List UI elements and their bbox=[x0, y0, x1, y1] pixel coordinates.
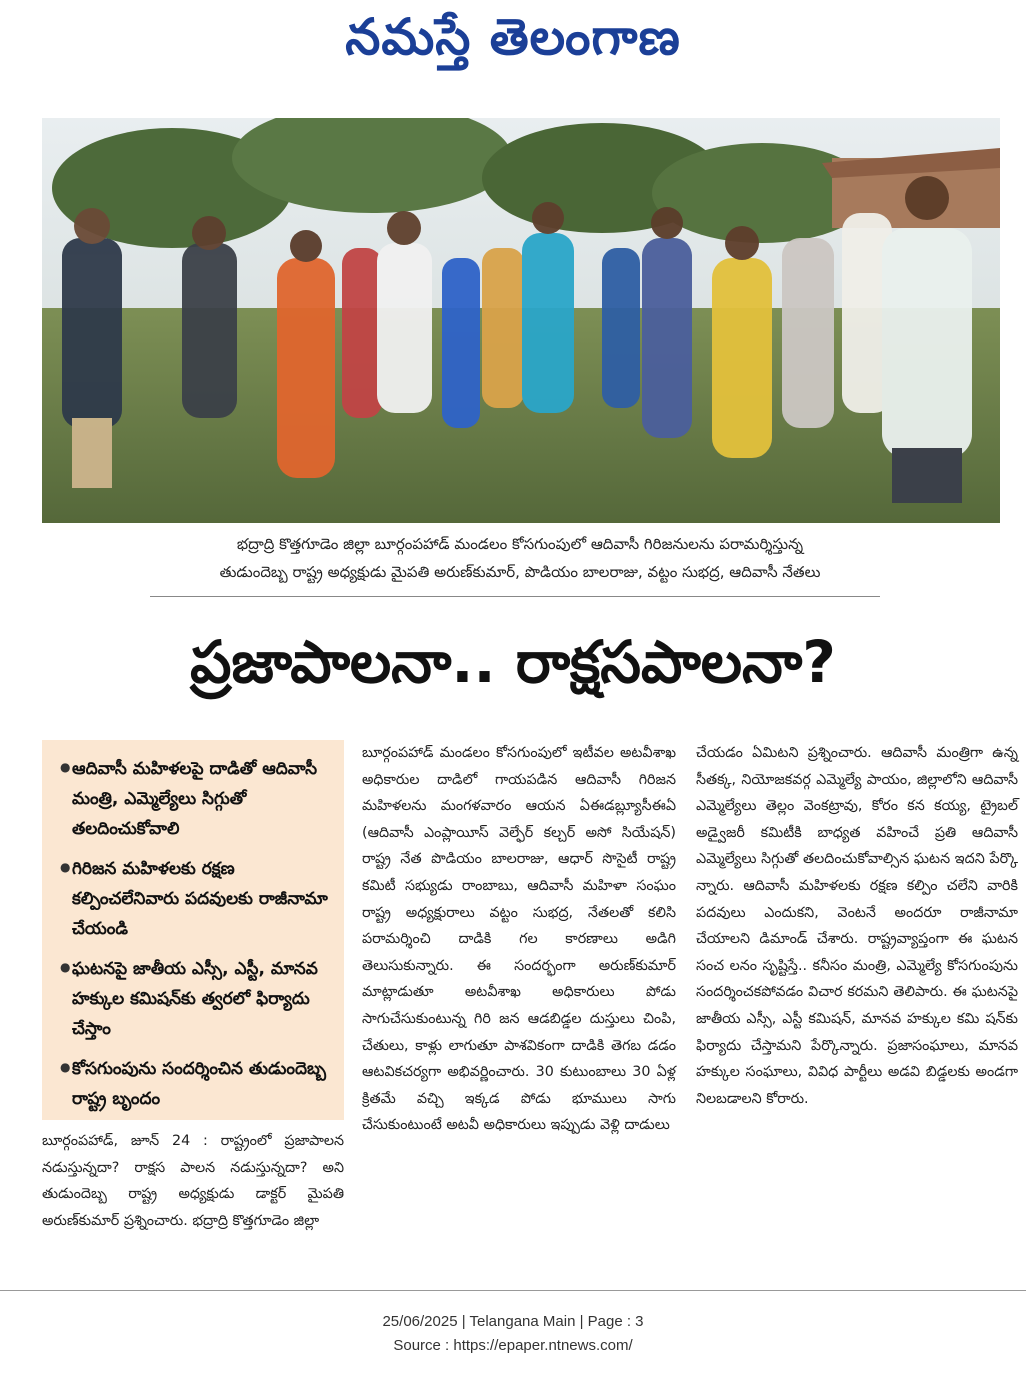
article-column-3: చేయడం ఏమిటని ప్రశ్నించారు. ఆదివాసీ మంత్రిగా ఉన్న సీతక్క, నియోజకవర్గ ఎమ్మెల్యే పాయం, జిల్లాలోని ఆదివాసీ ఎమ్మెల్యేలు తెల్లం వెంకట్రావు, కోరం కన కయ్య, ట్రైబల్ అడ్వైజరీ కమిటీకి బాధ్యత వహించే ప్రతి ఆదివాసీ ఎమ్మెల్యేలు సిగ్గుతో తలదించుకోవాల్సిన ఘటన ఇదని పేర్కొ న్నారు. ఆదివాసీ మహిళలకు రక్షణ కల్పిం చలేని వారికి పదవులు ఎందుకని, వెంటనే అందరూ రాజీనామా చేయాలని డిమాండ్ చేశారు. రాష్ట్రవ్యాప్తంగా ఈ ఘటన సంచ లనం సృష్టిస్తే.. కనీసం మంత్రి, ఎమ్మెల్యే కోసగుంపును సందర్శించకపోవడం విచార కరమని తెలిపారు. ఈ ఘటనపై జాతీయ ఎస్సీ, ఎస్టీ కమిషన్, మానవ హక్కుల కమి షన్‌కు ఫిర్యాదు చేస్తామని పేర్కొన్నారు. ప్రజాసంఘాలు, మానవ హక్కుల సంఘాలు, వివిధ పార్టీలు అడవి బిడ్డలకు అండగా నిలబడాలని కోరారు. bbox=[696, 745, 1018, 1107]
photo-caption bbox=[130, 530, 910, 586]
highlight-item bbox=[60, 1054, 332, 1114]
highlight-item bbox=[60, 954, 332, 1044]
article-column-1: బూర్గంపహాడ్, జూన్ 24 : రాష్ట్రంలో ప్రజాపాలన నడుస్తున్నదా? రాక్షస పాలన నడుస్తున్నదా? అని తుడుందెబ్బ రాష్ట్ర అధ్యక్షుడు డాక్టర్ మైపతి అరుణ్‌కుమార్ ప్రశ్నించారు. భద్రాద్రి కొత్తగూడెం జిల్లా bbox=[42, 1133, 344, 1229]
caption-divider bbox=[150, 596, 880, 597]
caption-line-2: తుడుందెబ్బ రాష్ట్ర అధ్యక్షుడు మైపతి అరుణ్‌కుమార్, పొడియం బాలరాజు, వట్టం సుభద్ర, ఆదివాసీ నేతలు bbox=[219, 563, 821, 581]
footer-source-link[interactable]: Source : https://epaper.ntnews.com/ bbox=[393, 1337, 633, 1354]
news-photo bbox=[42, 118, 1000, 523]
article-column-2: బూర్గంపహాడ్ మండలం కోసగుంపులో ఇటీవల అటవీశాఖ అధికారుల దాడిలో గాయపడిన ఆదివాసీ గిరిజన మహిళలను మంగళవారం ఆయన ఏఈడబ్ల్యూసీఈఏ (ఆదివాసీ ఎంప్లాయీస్ వెల్ఫేర్ కల్చర్ అసో సియేషన్) రాష్ట్ర నేత పొడియం బాలరాజు, ఆధార్ సొసైటీ రాష్ట్ర కమిటీ సభ్యుడు రాంబాబు, ఆదివాసీ మహిళా సంఘం రాష్ట్ర అధ్యక్షురాలు వట్టం సుభద్ర, నేతలతో కలిసి పరామర్శించి దాడికి గల కారణాలు అడిగి తెలుసుకున్నారు. ఈ సందర్భంగా అరుణ్‌కుమార్ మాట్లాడుతూ అటవీశాఖ అధికారులు పోడు సాగుచేసుకుంటున్న గిరి జన ఆడబిడ్డల దుస్తులు చింపి, చేతులు, కాళ్లు లాగుతూ పాశవికంగా దాడికి తెగబ డడం ఆటవికచర్యగా అభివర్ణించారు. 30 కుటుంబాలు 30 ఏళ్ల క్రితమే వచ్చి ఇక్కడ పోడు భూములు సాగు చేసుకుంటుంటే అటవీ అధికారులు ఇప్పుడు వెళ్లి దాడులు bbox=[362, 745, 676, 1134]
bullet-icon: ● bbox=[60, 860, 71, 874]
highlight-text: ఘటనపై జాతీయ ఎస్సీ, ఎస్టీ, మానవ హక్కుల కమిషన్‌కు త్వరలో ఫిర్యాదు చేస్తాం bbox=[72, 959, 318, 1039]
highlights-box bbox=[42, 740, 344, 1120]
bullet-icon: ● bbox=[60, 1060, 71, 1074]
highlight-text: కోసగుంపును సందర్శించిన తుడుందెబ్బ రాష్ట్ర బృందం bbox=[72, 1059, 327, 1109]
bullet-icon: ● bbox=[60, 960, 71, 974]
caption-line-1: భద్రాద్రి కొత్తగూడెం జిల్లా బూర్గంపహాడ్ మండలం కోసగుంపులో ఆదివాసీ గిరిజనులను పరామర్శిస్తున్న bbox=[236, 535, 804, 553]
masthead-title: నమస్తే తెలంగాణ bbox=[345, 8, 681, 66]
highlight-text: గిరిజన మహిళలకు రక్షణ కల్పించలేనివారు పదవులకు రాజీనామా చేయండి bbox=[72, 859, 328, 939]
footer-edition-info: 25/06/2025 | Telangana Main | Page : 3 bbox=[382, 1313, 644, 1330]
bullet-icon: ● bbox=[60, 760, 71, 774]
group-photo-icon bbox=[42, 118, 1000, 523]
highlight-item bbox=[60, 854, 332, 944]
footer-divider bbox=[0, 1290, 1026, 1291]
headline: ప్రజాపాలనా.. రాక్షసపాలనా? bbox=[190, 628, 836, 696]
highlight-item bbox=[60, 754, 332, 844]
highlight-text: ఆదివాసీ మహిళలపై దాడితో ఆదివాసీ మంత్రి, ఎమ్మెల్యేలు సిగ్గుతో తలదించుకోవాలి bbox=[72, 759, 318, 839]
